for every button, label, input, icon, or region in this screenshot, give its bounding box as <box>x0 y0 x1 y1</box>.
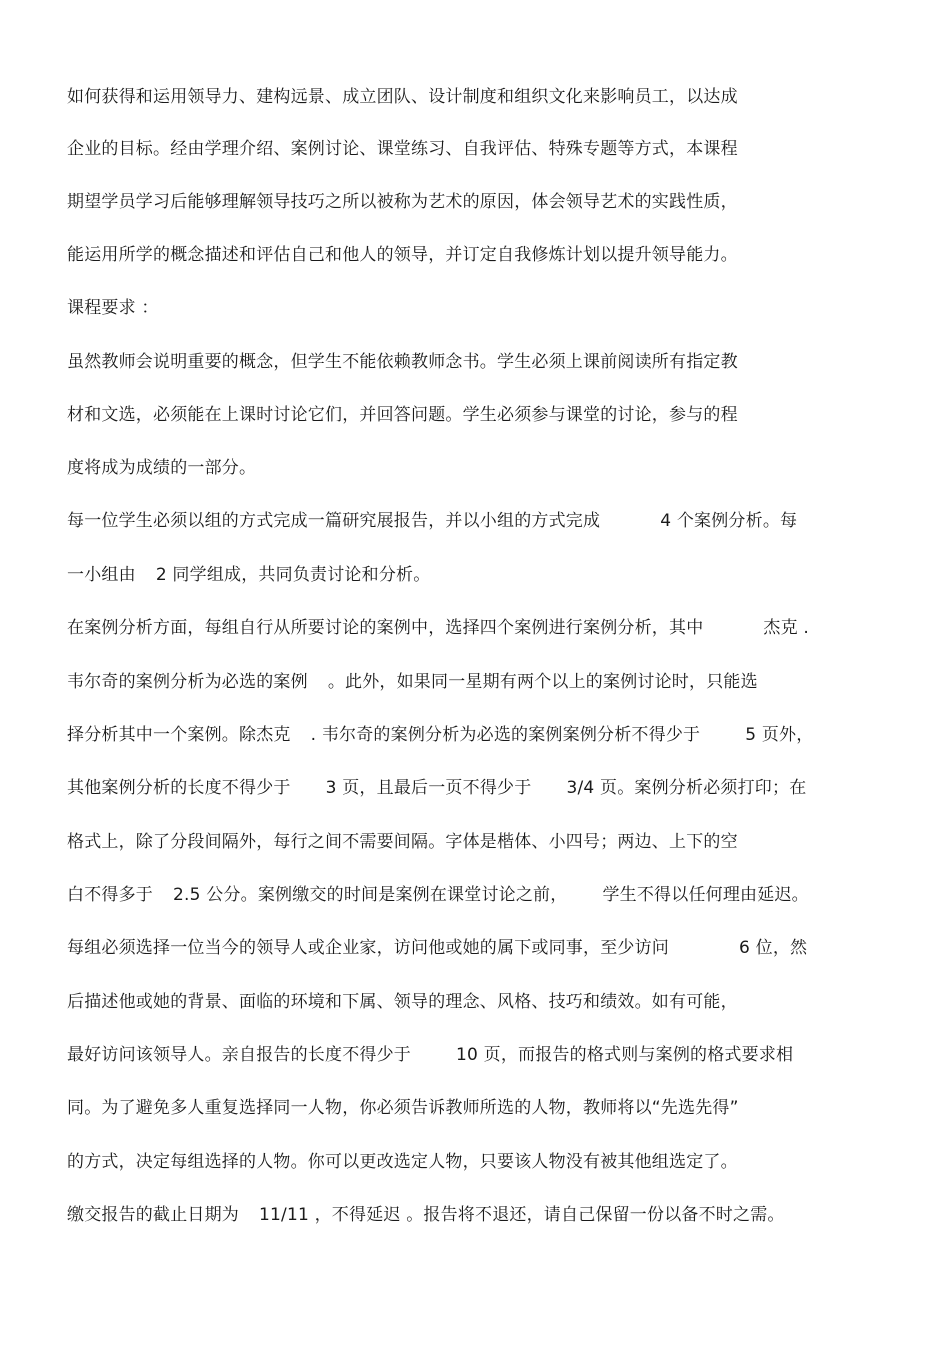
text-line: 后描述他或她的背景、面临的环境和下属、领导的理念、风格、技巧和绩效。如有可能， <box>67 992 738 1012</box>
text-line: 白不得多于 2.5 公分。案例缴交的时间是案例在课堂讨论之前， 学生不得以任何理由延迟。 <box>67 885 809 905</box>
text-line: 格式上，除了分段间隔外，每行之间不需要间隔。字体是楷体、小四号；两边、上下的空 <box>67 832 738 852</box>
text-line: 度将成为成绩的一部分。 <box>67 458 257 478</box>
text-line: 每一位学生必须以组的方式完成一篇研究展报告，并以小组的方式完成 4 个案例分析。每 <box>67 511 798 531</box>
text-line: 择分析其中一个案例。除杰克 . 韦尔奇的案例分析为必选的案例案例分析不得少于 5 页外， <box>67 725 814 745</box>
text-line: 最好访问该领导人。亲自报告的长度不得少于 10 页，而报告的格式则与案例的格式要求相 <box>67 1045 794 1065</box>
text-line: 每组必须选择一位当今的领导人或企业家，访问他或她的属下或同事，至少访问 6 位，然 <box>67 938 808 958</box>
text-line: 的方式，决定每组选择的人物。你可以更改选定人物，只要该人物没有被其他组选定了。 <box>67 1152 738 1172</box>
text-line: 材和文选，必须能在上课时讨论它们，并回答问题。学生必须参与课堂的讨论，参与的程 <box>67 405 738 425</box>
text-line: 虽然教师会说明重要的概念，但学生不能依赖教师念书。学生必须上课前阅读所有指定教 <box>67 352 738 372</box>
text-line: 能运用所学的概念描述和评估自己和他人的领导，并订定自我修炼计划以提升领导能力。 <box>67 245 738 265</box>
text-line: 其他案例分析的长度不得少于 3 页，且最后一页不得少于 3/4 页。案例分析必须打印；在 <box>67 778 807 798</box>
text-line: 如何获得和运用领导力、建构远景、成立团队、设计制度和组织文化来影响员工，以达成 <box>67 87 738 107</box>
text-line: 一小组由 2 同学组成，共同负责讨论和分析。 <box>67 565 431 585</box>
text-line: 企业的目标。经由学理介绍、案例讨论、课堂练习、自我评估、特殊专题等方式，本课程 <box>67 139 738 159</box>
section-heading: 课程要求 ： <box>67 298 159 318</box>
text-line: 同。为了避免多人重复选择同一人物，你必须告诉教师所选的人物，教师将以“先选先得” <box>67 1098 739 1118</box>
text-line: 韦尔奇的案例分析为必选的案例 。此外，如果同一星期有两个以上的案例讨论时，只能选 <box>67 672 758 692</box>
text-line: 在案例分析方面，每组自行从所要讨论的案例中，选择四个案例进行案例分析，其中 杰克 . <box>67 618 810 638</box>
text-line: 缴交报告的截止日期为 11/11 ，不得延迟 。报告将不退还，请自己保留一份以备不时之需。 <box>67 1205 785 1225</box>
text-line: 期望学员学习后能够理解领导技巧之所以被称为艺术的原因，体会领导艺术的实践性质， <box>67 192 738 212</box>
